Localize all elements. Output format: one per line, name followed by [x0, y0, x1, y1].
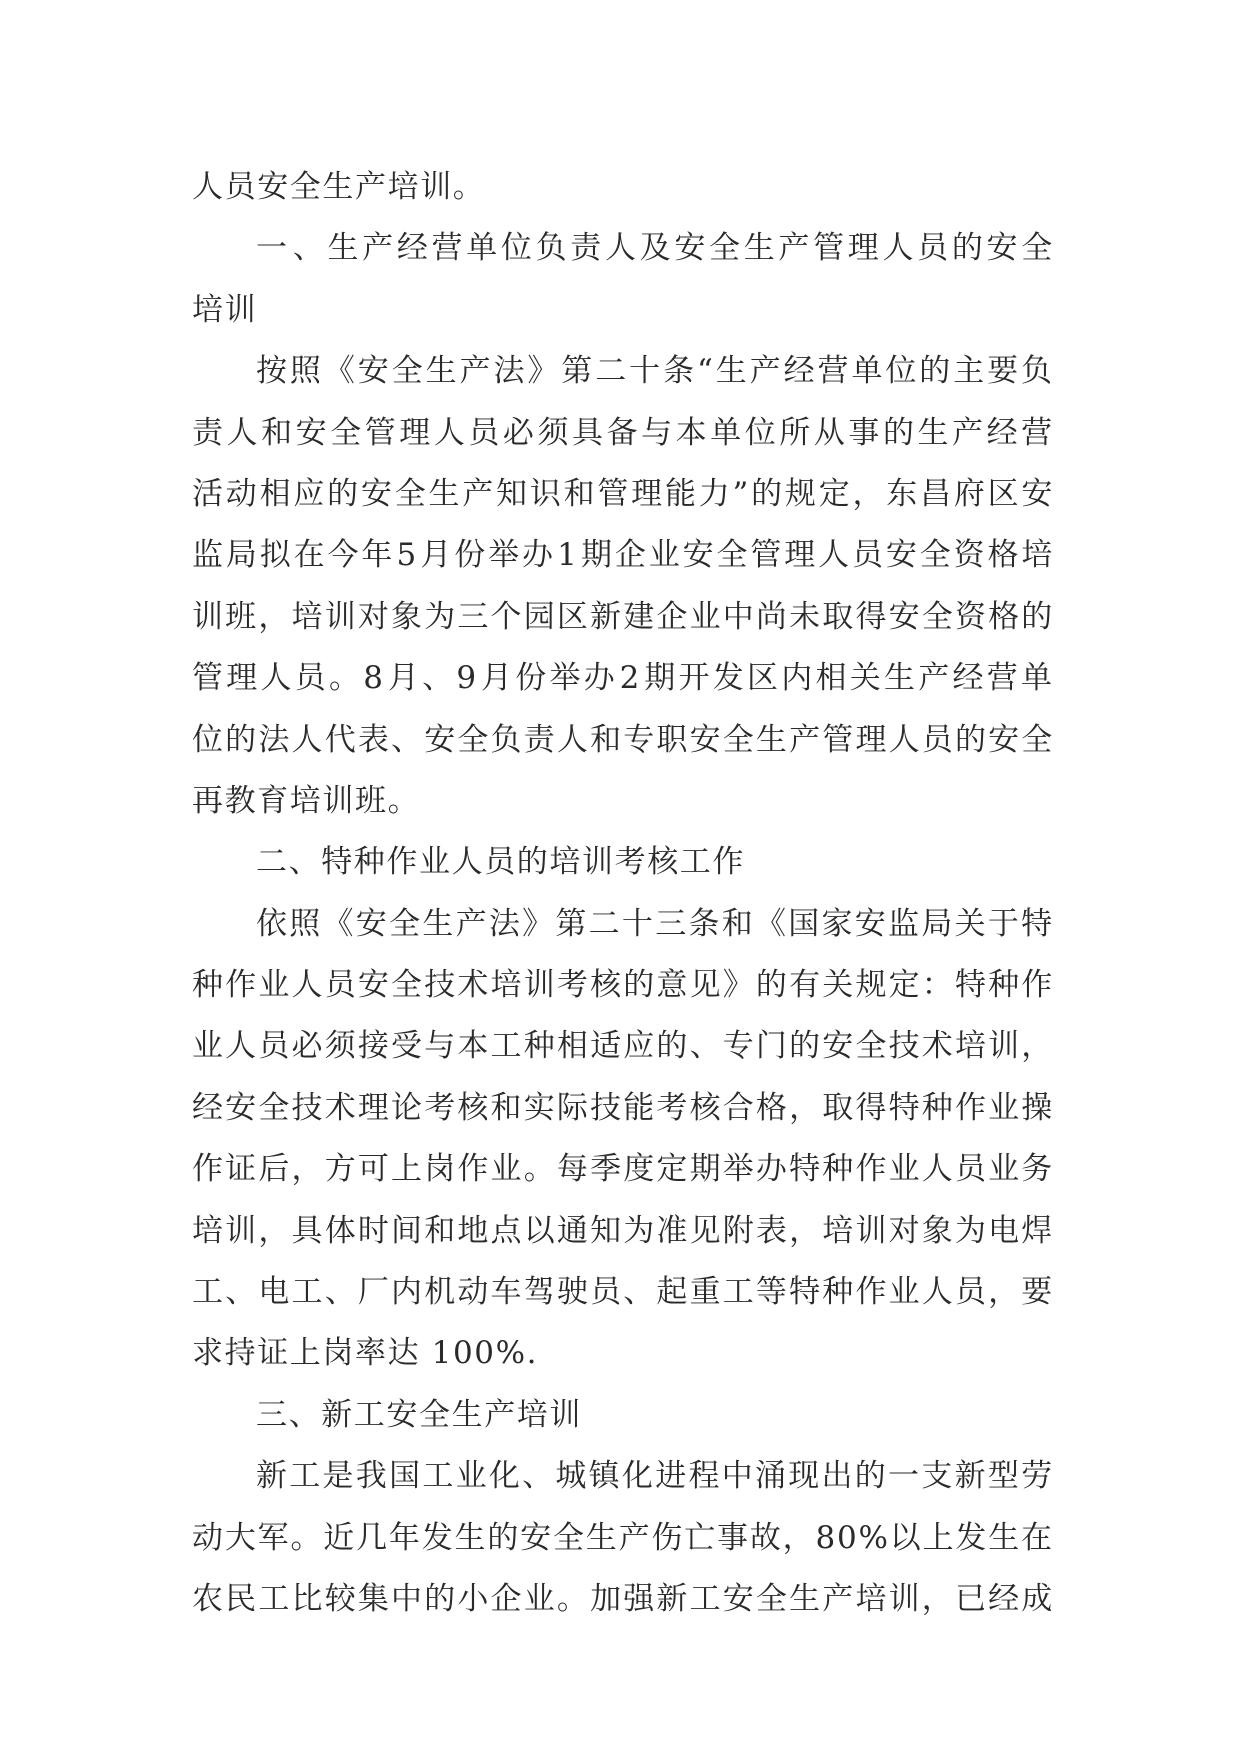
paragraph-line: 动 大 军 。 近 几 年 发 生 的 安 全 生 产 伤 亡 事 故 ， 8 0 % 以 上 发 生 在: [192, 1519, 1054, 1556]
paragraph-line: 新 工 是 我 国 工 业 化 、 城 镇 化 进 程 中 涌 现 出 的 一 支 新 型 劳: [256, 1458, 1054, 1495]
paragraph-line: 训 班 ， 培 训 对 象 为 三 个 园 区 新 建 企 业 中 尚 未 取 得 安 全 资 格 的: [192, 598, 1054, 635]
paragraph-line: 培 训 ， 具 体 时 间 和 地 点 以 通 知 为 准 见 附 表 ， 培 训 对 象 为 电 焊: [192, 1212, 1054, 1249]
paragraph-line: 农 民 工 比 较 集 中 的 小 企 业 。 加 强 新 工 安 全 生 产 培 训 ， 已 经 成: [192, 1580, 1054, 1617]
paragraph-line: 活 动 相 应 的 安 全 生 产 知 识 和 管 理 能 力 ” 的 规 定 ， 东 昌 府 区 安: [192, 475, 1054, 512]
paragraph-line: 按 照 《 安 全 生 产 法 》 第 二 十 条 “ 生 产 经 营 单 位 的 主 要 负: [256, 353, 1054, 390]
paragraph-line: 业 人 员 必 须 接 受 与 本 工 种 相 适 应 的 、 专 门 的 安 全 技 术 培 训 ，: [192, 1028, 1054, 1065]
paragraph-line: 责 人 和 安 全 管 理 人 员 必 须 具 备 与 本 单 位 所 从 事 的 生 产 经 营: [192, 414, 1054, 451]
section-heading-line: 三、新工安全生产培训: [256, 1396, 582, 1433]
paragraph-line: 求持证上岗率达 100%.: [192, 1335, 539, 1372]
document-body: [192, 157, 1054, 1630]
paragraph-line: 再教育培训班。: [192, 782, 421, 819]
paragraph-line: 经 安 全 技 术 理 论 考 核 和 实 际 技 能 考 核 合 格 ， 取 得 特 种 作 业 操: [192, 1089, 1054, 1126]
paragraph-line: 监 局 拟 在 今 年 5 月 份 举 办 1 期 企 业 安 全 管 理 人 员 安 全 资 格 培: [192, 537, 1054, 574]
paragraph-line: 种 作 业 人 员 安 全 技 术 培 训 考 核 的 意 见 》 的 有 关 规 定 ： 特 种 作: [192, 967, 1054, 1004]
section-heading-line: 培训: [192, 291, 258, 328]
paragraph-line: 人员安全生产培训。: [192, 169, 486, 205]
paragraph-line: 依 照 《 安 全 生 产 法 》 第 二 十 三 条 和 《 国 家 安 监 局 关 于 特: [256, 905, 1054, 942]
paragraph-line: 作 证 后 ， 方 可 上 岗 作 业 。 每 季 度 定 期 举 办 特 种 作 业 人 员 业 务: [192, 1151, 1054, 1188]
paragraph-line: 位 的 法 人 代 表 、 安 全 负 责 人 和 专 职 安 全 生 产 管 理 人 员 的 安 全: [192, 721, 1054, 758]
paragraph-line: 工 、 电 工 、 厂 内 机 动 车 驾 驶 员 、 起 重 工 等 特 种 作 业 人 员 ， 要: [192, 1274, 1054, 1311]
paragraph-line: 管 理 人 员 。 8 月 、 9 月 份 举 办 2 期 开 发 区 内 相 关 生 产 经 营 单: [192, 660, 1054, 697]
section-heading-line: 二、特种作业人员的培训考核工作: [256, 844, 745, 881]
section-heading-line: 一 、 生 产 经 营 单 位 负 责 人 及 安 全 生 产 管 理 人 员 的 安 全: [256, 230, 1054, 267]
